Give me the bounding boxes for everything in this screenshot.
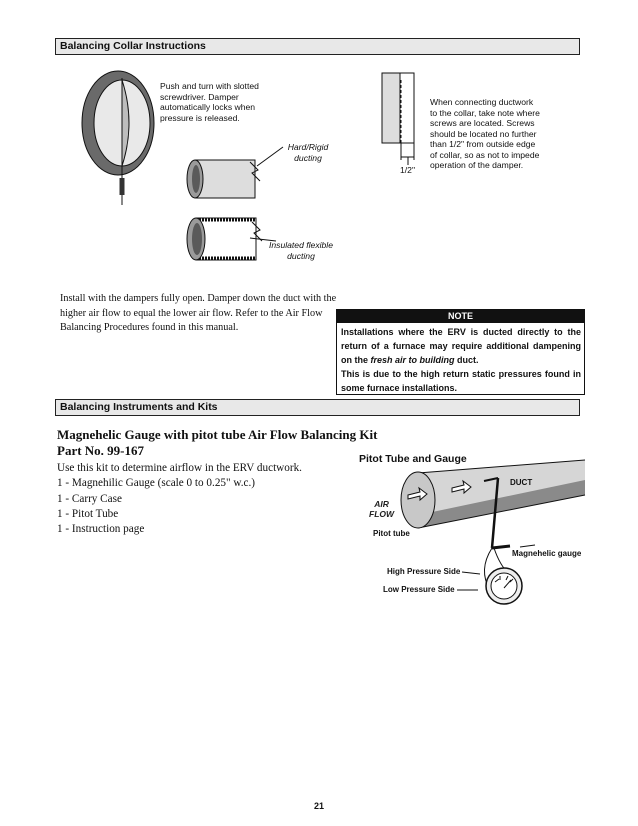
note-text: Installations where the ERV is ducted directly to the return of a furnace may require additional dampening on the (341, 327, 581, 365)
kit-title-line: Magnehelic Gauge with pitot tube Air Flow Balancing Kit (57, 427, 378, 442)
text-line: higher air flow to equal the lower air flow. Refer to the Air Flow (60, 307, 323, 319)
text-line: operation of the damper. (430, 160, 524, 170)
text-line: Balancing Procedures found in this manual. (60, 322, 239, 333)
text-line: of collar, so as not to impede (430, 149, 540, 160)
hard-ducting-label (268, 142, 348, 163)
text-line: ducting (287, 250, 315, 261)
text-line: screws are located. Screws (430, 118, 535, 128)
text-line: FLOW (369, 509, 395, 519)
kit-list (57, 461, 302, 537)
text-line: When connecting ductwork (430, 97, 534, 107)
diagram-title: Pitot Tube and Gauge (359, 453, 467, 465)
list-item: 1 - Pitot Tube (57, 507, 119, 520)
section-title: Balancing Instruments and Kits (60, 401, 218, 413)
dimension-label: 1/2" (400, 165, 415, 175)
text-line: than 1/2" from outside edge (430, 139, 536, 149)
text-line: pressure is released. (160, 112, 240, 123)
text-line: Push and turn with slotted (160, 81, 259, 91)
gauge-label: Magnehelic gauge (512, 549, 582, 558)
list-item: 1 - Magnehilic Gauge (scale 0 to 0.25" w.c.) (57, 477, 256, 490)
pitot-tube-label: Pitot tube (373, 529, 410, 538)
note-heading: NOTE (337, 310, 584, 323)
list-item: Use this kit to determine airflow in the ERV ductwork. (57, 462, 302, 474)
low-pressure-label: Low Pressure Side (383, 585, 455, 594)
text-line: AIR (374, 499, 389, 509)
kit-title (57, 427, 377, 459)
damper-collar-drawing (82, 71, 154, 205)
kit-part-number: Part No. 99-167 (57, 443, 145, 458)
section-heading-instruments (55, 399, 580, 416)
text-line: ducting (294, 152, 322, 163)
install-paragraph (60, 292, 345, 336)
note-box (336, 309, 585, 395)
text-line: should be located no further (430, 128, 537, 139)
page-number: 21 (313, 801, 324, 811)
text-line: Insulated flexible (268, 240, 334, 250)
section-title: Balancing Collar Instructions (60, 40, 206, 52)
pitot-gauge-drawing (401, 460, 585, 604)
damper-instruction (160, 81, 259, 123)
text-line: screwdriver. Damper (160, 91, 239, 102)
connect-instruction (430, 97, 540, 171)
flex-ducting-label (258, 240, 344, 261)
list-item: 1 - Instruction page (57, 523, 145, 536)
note-body (337, 323, 584, 395)
note-text: duct. (454, 355, 479, 365)
note-text: This is due to the high return static pressures found in some furnace installations. (341, 369, 581, 393)
duct-label: DUCT (510, 478, 533, 487)
list-item: 1 - Carry Case (57, 492, 122, 505)
high-pressure-label: High Pressure Side (387, 567, 461, 576)
text-line: to the collar, take note where (430, 107, 540, 118)
collar-section-drawing (382, 73, 414, 165)
text-line: Install with the dampers fully open. Damper down the duct with the (60, 293, 337, 304)
air-flow-label (369, 499, 394, 519)
text-line: automatically locks when (160, 102, 256, 112)
note-emphasis: fresh air to building (370, 355, 455, 365)
text-line: Hard/Rigid (287, 142, 329, 152)
